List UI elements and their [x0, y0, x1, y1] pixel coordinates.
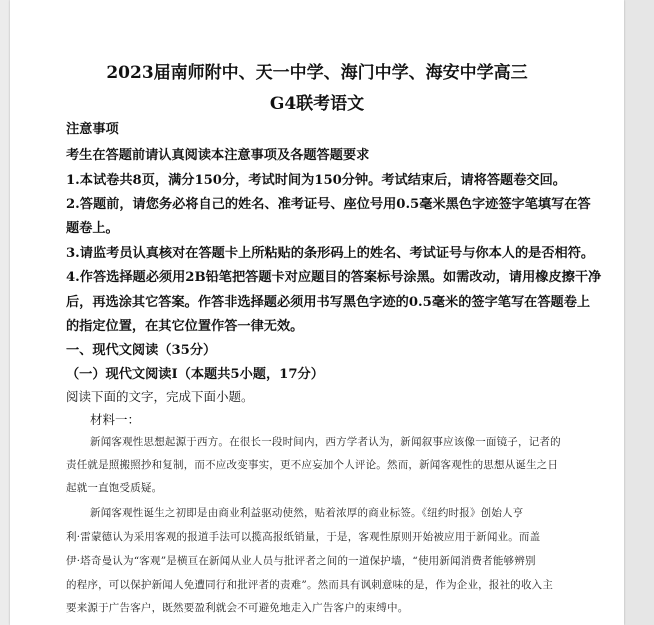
material-label: 材料一：: [90, 412, 141, 427]
notice-item: 2.答题前，请您务必将自己的姓名、准考证号、座位号用0.5毫米黑色字迹签字笔填写在答: [66, 197, 591, 212]
notice-item: 的指定位置，在其它位置作答一律无效。: [66, 319, 304, 334]
notice-item: 3.请监考员认真核对在答题卡上所粘贴的条形码上的姓名、考试证号与你本人的是否相符。: [66, 246, 595, 261]
passage-line: 新闻客观性诞生之初即是由商业利益驱动使然，贴着浓厚的商业标签。《纽约时报》创始人亨: [90, 507, 524, 519]
notice-item: 题卷上。: [66, 221, 119, 236]
notice-item: 4.作答选择题必须用2B铅笔把答题卡对应题目的答案标号涂黑。如需改动，请用橡皮擦干净: [66, 270, 602, 285]
section-heading: 一、现代文阅读（35分）: [66, 343, 217, 358]
exam-title-line1: 2023届南师附中、天一中学、海门中学、海安中学高三: [106, 63, 528, 83]
exam-title-line2: G4联考语文: [269, 94, 365, 114]
notice-heading: 注意事项: [66, 122, 119, 137]
passage-line: 的程序，可以保护新闻人免遭同行和批评者的责难”。然而具有讽刺意味的是，作为企业，报社的收入主: [66, 579, 554, 591]
passage-line: 新闻客观性思想起源于西方。在很长一段时间内，西方学者认为，新闻叙事应该像一面镜子，记者的: [90, 436, 561, 448]
passage-line: 要来源于广告客户，既然要盈利就会不可避免地走入广告客户的束缚中。: [66, 602, 409, 614]
passage-line: 伊·塔奇曼认为“客观”是横亘在新闻从业人员与批评者之间的一道保护墙，“使用新闻消费者能够辨别: [66, 555, 536, 567]
passage-line: 责任就是照搬照抄和复制，而不应改变事实，更不应妄加个人评论。然而，新闻客观性的思想从诞生之日: [66, 459, 559, 471]
subsection-heading: （一）现代文阅读Ⅰ（本题共5小题，17分）: [66, 367, 324, 382]
passage-line: 起就一直饱受质疑。: [66, 482, 163, 494]
notice-item: 1.本试卷共8页，满分150分，考试时间为150分钟。考试结束后，请将答题卷交回。: [66, 173, 566, 188]
reading-instruction: 阅读下面的文字，完成下面小题。: [66, 389, 254, 404]
passage-line: 利·雷蒙德认为采用客观的报道手法可以揽高报纸销量，于是，客观性原则开始被应用于新闻业。而盖: [66, 531, 541, 543]
document-page: [10, 0, 624, 625]
viewer-background-strip: [624, 0, 654, 625]
notice-intro: 考生在答题前请认真阅读本注意事项及各题答题要求: [66, 148, 370, 163]
notice-item: 后，再选涂其它答案。作答非选择题必须用书写黑色字迹的0.5毫米的签字笔写在答题卷上: [66, 295, 591, 310]
